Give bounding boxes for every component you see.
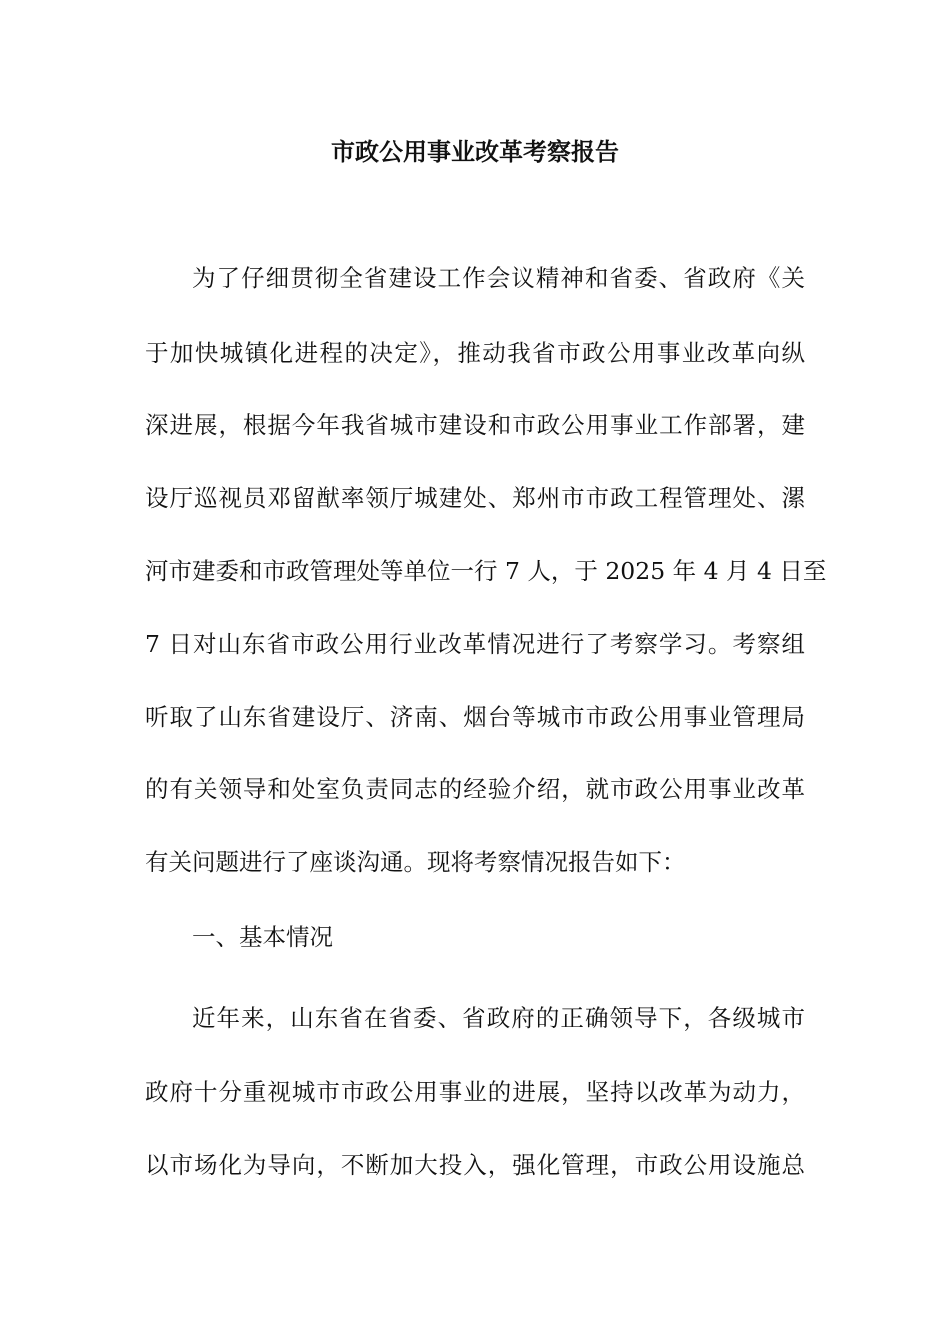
paragraph-line: 的有关领导和处室负责同志的经验介绍，就市政公用事业改革: [145, 775, 805, 803]
section-heading: 一、基本情况: [192, 923, 333, 951]
paragraph-line: 政府十分重视城市市政公用事业的进展，坚持以改革为动力，: [145, 1078, 805, 1106]
paragraph-line: 近年来，山东省在省委、省政府的正确领导下，各级城市: [192, 1004, 805, 1032]
paragraph-line: 深进展，根据今年我省城市建设和市政公用事业工作部署，建: [145, 411, 805, 439]
paragraph-line: 有关问题进行了座谈沟通。现将考察情况报告如下：: [145, 848, 686, 876]
paragraph-line: 于加快城镇化进程的决定》，推动我省市政公用事业改革向纵: [145, 339, 805, 367]
paragraph-line: 以市场化为导向，不断加大投入，强化管理，市政公用设施总: [145, 1151, 805, 1179]
paragraph-line: 听取了山东省建设厅、济南、烟台等城市市政公用事业管理局: [145, 703, 805, 731]
paragraph-line: 设厅巡视员邓留猷率领厅城建处、郑州市市政工程管理处、漯: [145, 484, 805, 512]
paragraph-line: 河市建委和市政管理处等单位一行 7 人，于 2025 年 4 月 4 日至: [145, 557, 827, 585]
paragraph-line: 为了仔细贯彻全省建设工作会议精神和省委、省政府《关: [192, 264, 805, 292]
paragraph-line: 7 日对山东省市政公用行业改革情况进行了考察学习。考察组: [145, 630, 805, 658]
document-title: 市政公用事业改革考察报告: [331, 137, 619, 166]
